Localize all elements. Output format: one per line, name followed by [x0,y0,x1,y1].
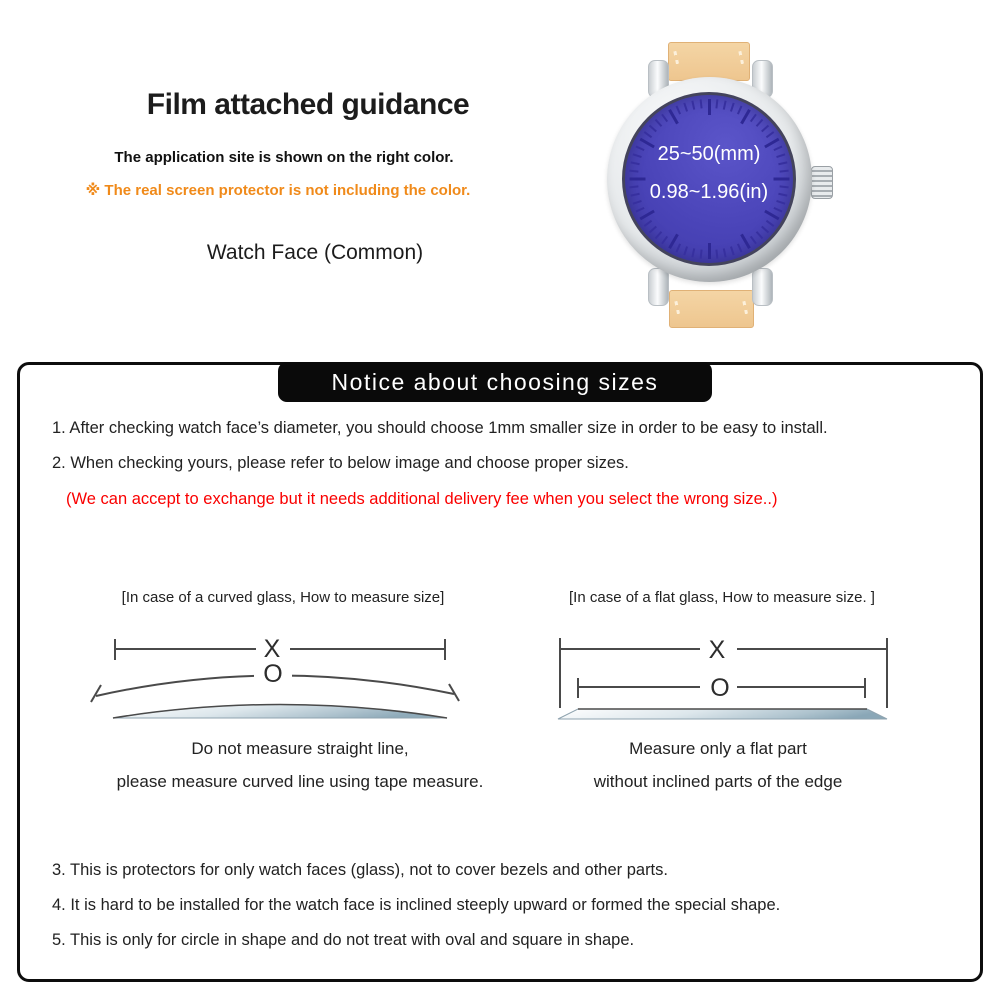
notice-item-3: 3. This is protectors for only watch faces (glass), not to cover bezels and other parts. [52,861,668,879]
dial-size-mm: 25~50(mm) [657,143,761,165]
stitch-mark [673,51,679,67]
dial-tick [766,131,774,138]
color-warning-note: ※ The real screen protector is not including the color. [85,182,471,199]
dial-tick [683,246,688,255]
dial-tick [629,178,645,181]
notice-box [17,362,983,982]
dial-tick [661,114,668,122]
dial-tick [676,243,681,252]
dial-tick [780,170,789,173]
dial-tick [644,131,652,138]
curved-note-line1: Do not measure straight line, [191,739,409,758]
flat-glass-diagram [540,630,910,730]
dial-tick [649,125,657,133]
dial-tick [773,178,789,181]
dial-tick [715,250,718,259]
watch-lug [752,268,773,306]
watch-face-label: Watch Face (Common) [206,241,424,264]
right-mark: O [263,660,283,688]
dial-tick [655,231,663,239]
watch-strap-bottom [669,290,754,328]
dial-tick [691,248,695,257]
dial-tick [761,125,769,133]
dial-tick [756,231,764,239]
curved-note-line2: please measure curved line using tape measure. [116,772,484,791]
stitch-mark [742,301,748,317]
dial-tick [740,234,751,249]
notice-item-4: 4. It is hard to be installed for the watch face is inclined steeply upward or formed the special shape. [52,896,781,914]
wrong-mark: X [263,635,281,663]
dial-tick [766,220,774,227]
dial-tick [715,99,718,108]
dial-tick [737,106,742,115]
watch-lug [648,268,669,306]
dial-tick [683,103,688,112]
page-title: Film attached guidance [146,88,470,121]
dial-tick [750,236,757,244]
dial-tick [668,109,679,124]
dial-tick [730,246,735,255]
dial-tick [649,226,657,234]
dial-size-in: 0.98~1.96(in) [649,181,769,203]
exchange-warning: (We can accept to exchange but it needs additional delivery fee when you select the wrong size..) [66,490,778,508]
dial-tick [737,243,742,252]
watch-strap-top [668,42,750,81]
flat-note-line1: Measure only a flat part [629,739,807,758]
notice-item-5: 5. This is only for circle in shape and do not treat with oval and square in shape. [52,931,635,949]
watch-face [622,92,796,266]
dial-tick [676,106,681,115]
dial-tick [655,119,663,127]
stitch-mark [738,51,744,67]
dial-tick [773,207,782,212]
curved-glass-caption: [In case of a curved glass, How to measure size] [121,589,445,606]
dial-tick [764,210,779,221]
dial-tick [723,101,727,110]
notice-item-2: 2. When checking yours, please refer to below image and choose proper sizes. [52,454,629,472]
flat-note-line2: without inclined parts of the edge [593,772,843,791]
notice-title: Notice about choosing sizes [278,362,712,402]
dial-tick [761,226,769,234]
flat-glass-caption: [In case of a flat glass, How to measure size. ] [569,589,875,606]
right-mark: O [710,674,730,702]
stitch-mark [674,301,680,317]
dial-tick [661,236,668,244]
dial-tick [723,248,727,257]
flat-glass-side-view [558,709,887,719]
dial-tick [730,103,735,112]
dial-tick [750,114,757,122]
dial-tick [639,210,654,221]
dial-tick [708,99,711,115]
dial-tick [691,101,695,110]
dial-tick [756,119,764,127]
dial-tick [708,243,711,259]
notice-item-1: 1. After checking watch face’s diameter, you should choose 1mm smaller size in order to be easy to install. [52,419,828,437]
dial-tick [740,109,751,124]
dial-tick [700,99,703,108]
dial-tick [700,250,703,259]
dial-tick [644,220,652,227]
watch-crown [811,166,833,199]
page-subtitle: The application site is shown on the right color. [114,149,454,166]
wrong-mark: X [708,636,726,664]
dial-tick [636,207,645,212]
dial-tick [629,170,638,173]
curved-glass-diagram [90,630,470,730]
